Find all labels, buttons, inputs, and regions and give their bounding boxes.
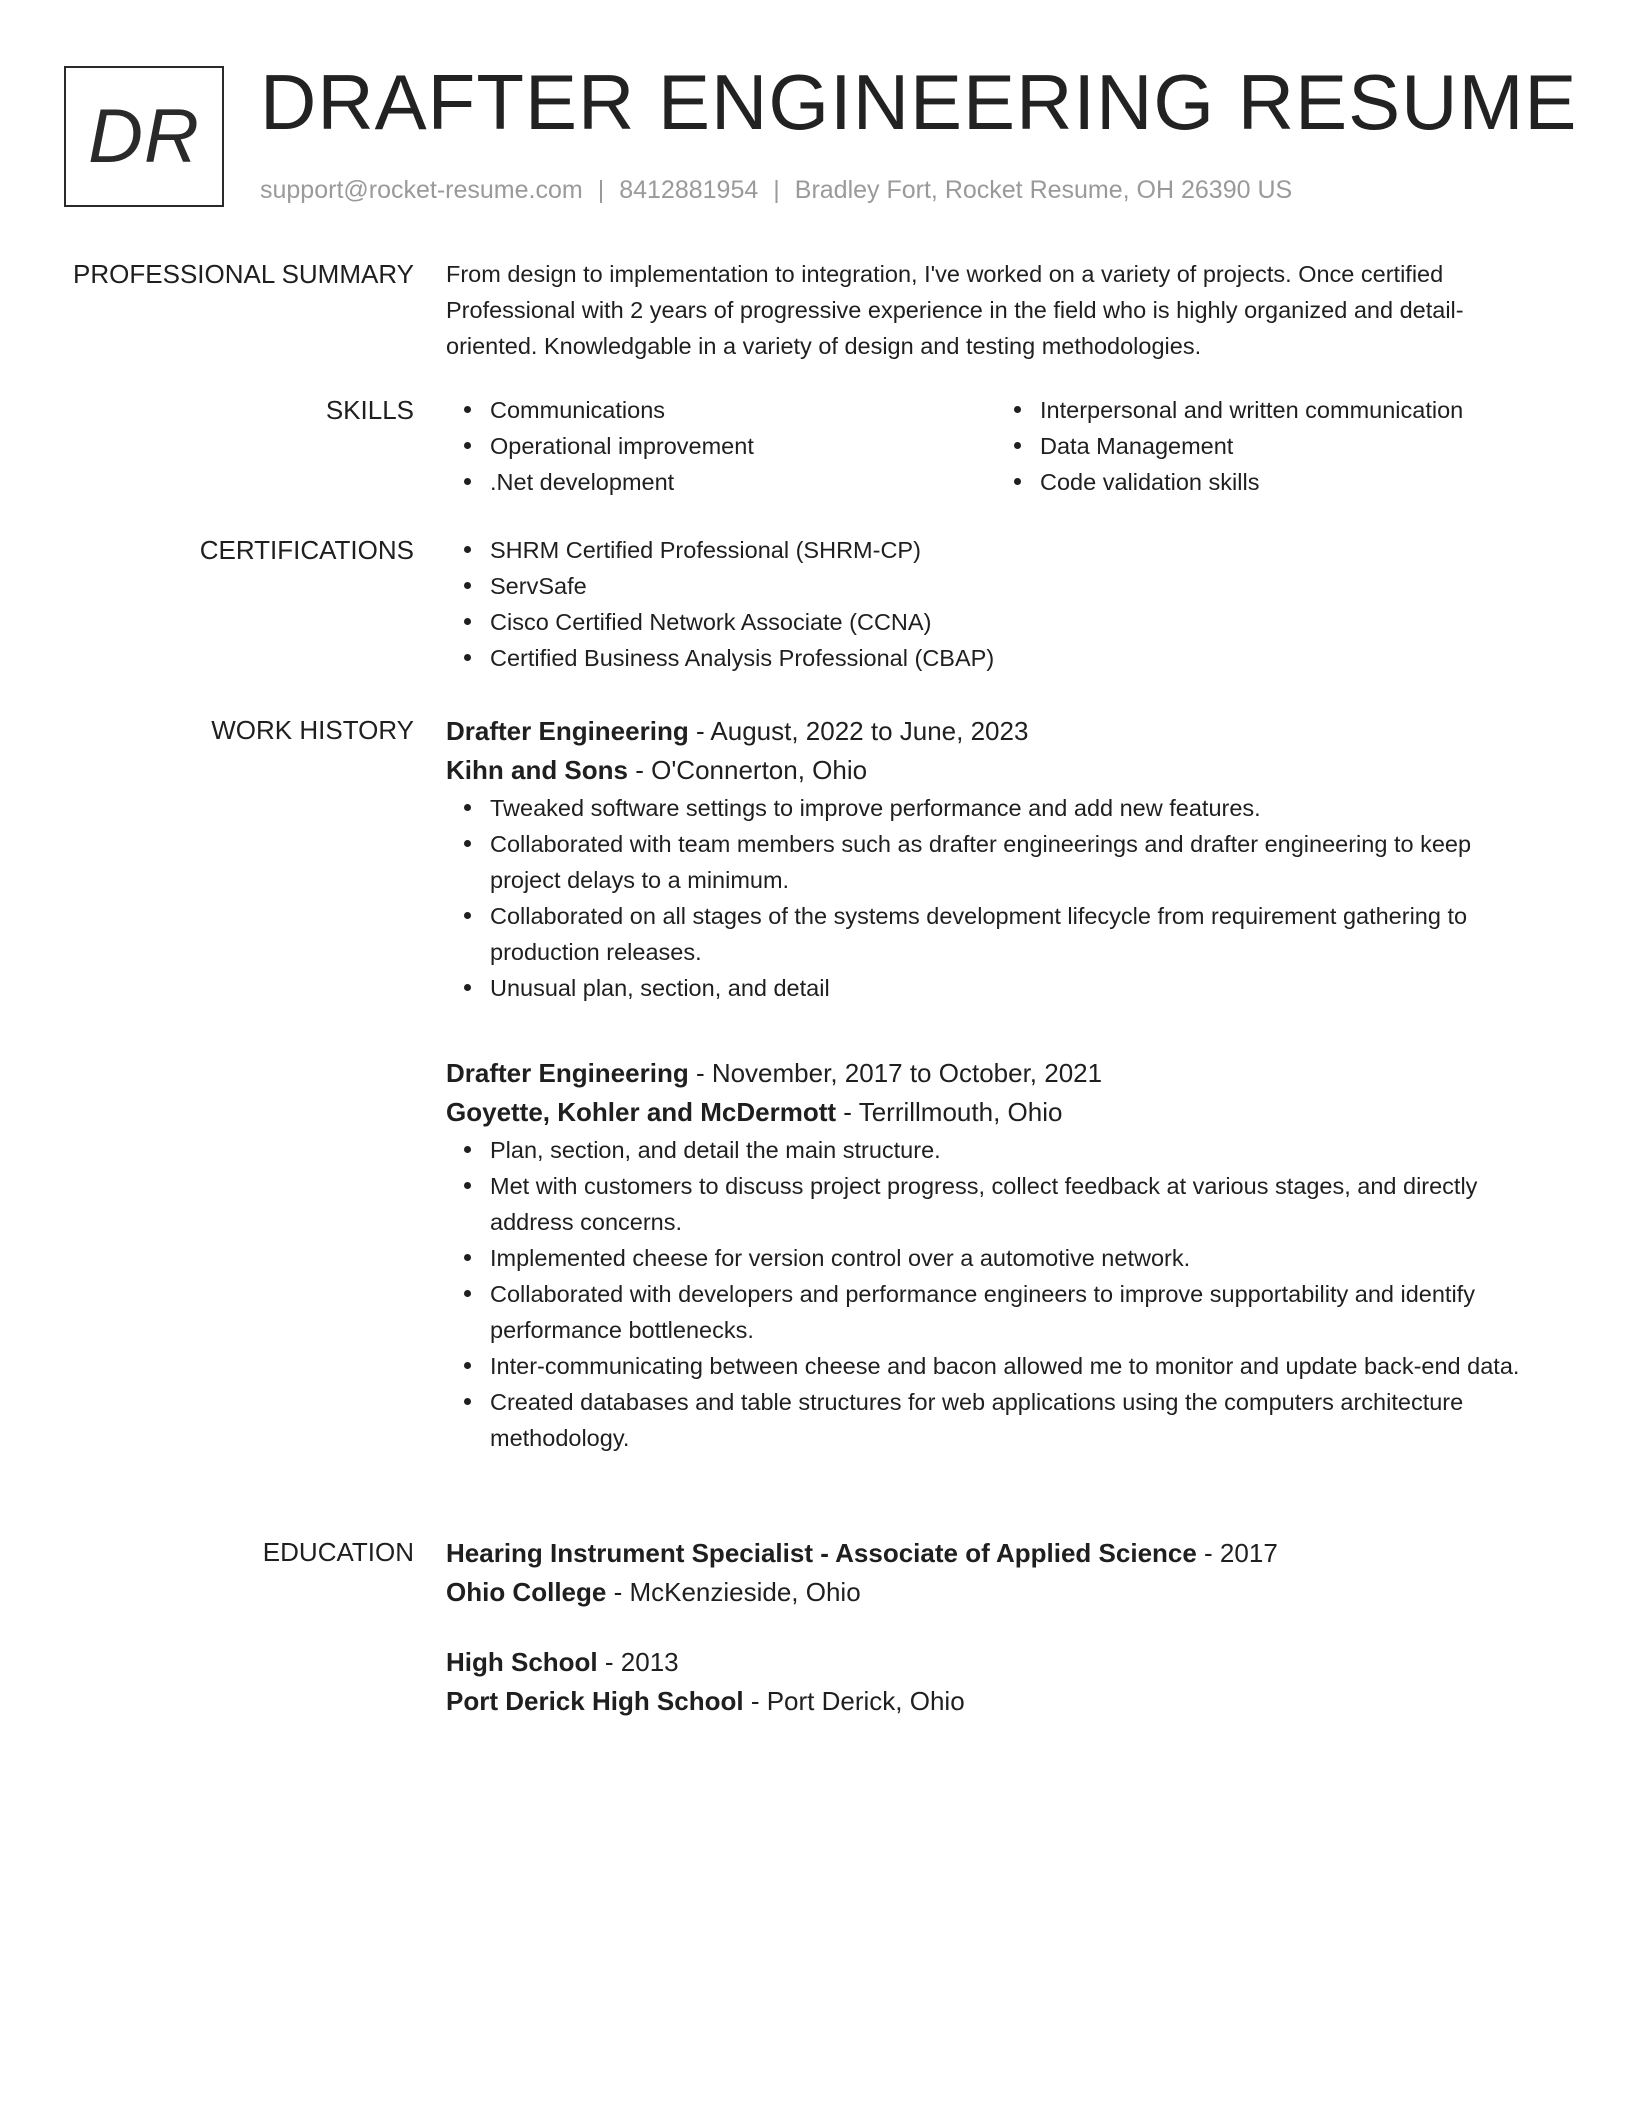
job-duty: Inter-communicating between cheese and bacon allowed me to monitor and update back-end data.	[490, 1348, 1546, 1384]
contact-line	[260, 174, 1292, 206]
skills-columns	[446, 392, 1546, 500]
job-duty: Tweaked software settings to improve performance and add new features.	[490, 790, 1546, 826]
summary-text	[446, 256, 1546, 364]
education-entry	[446, 1534, 1546, 1612]
contact-email[interactable]: support@rocket-resume.com	[260, 176, 583, 204]
school-line	[446, 1681, 1546, 1721]
certification-item: Cisco Certified Network Associate (CCNA)	[490, 604, 1546, 640]
section-label-summary: PROFESSIONAL SUMMARY	[73, 259, 414, 289]
degree-name: Hearing Instrument Specialist - Associate of Applied Science	[446, 1538, 1197, 1568]
section-label-certifications: CERTIFICATIONS	[199, 535, 414, 565]
job-duty: Implemented cheese for version control over a automotive network.	[490, 1240, 1546, 1276]
school-line	[446, 1572, 1546, 1612]
contact-address: Bradley Fort, Rocket Resume, OH 26390 US	[794, 176, 1293, 204]
degree-line	[446, 1534, 1546, 1572]
summary-line: oriented. Knowledgable in a variety of design and testing methodologies.	[446, 333, 1202, 359]
degree-line	[446, 1643, 1546, 1681]
job-entry	[446, 712, 1546, 1006]
skill-item: .Net development	[490, 464, 996, 500]
job-duty: Met with customers to discuss project progress, collect feedback at various stages, and directly address concerns.	[490, 1168, 1546, 1240]
education-entry	[446, 1643, 1546, 1721]
certification-item: ServSafe	[490, 568, 1546, 604]
job-location: - Terrillmouth, Ohio	[836, 1097, 1063, 1127]
contact-separator: |	[773, 176, 780, 204]
job-title-line	[446, 712, 1546, 750]
skills-list-left	[446, 392, 996, 500]
certifications-content	[446, 532, 1546, 676]
skills-list-right	[996, 392, 1546, 500]
job-title: Drafter Engineering	[446, 1058, 689, 1088]
school-location: - Port Derick, Ohio	[743, 1686, 965, 1716]
monogram-badge: DR	[64, 66, 224, 207]
degree-year: - 2017	[1196, 1538, 1278, 1568]
school-name: Ohio College	[446, 1577, 607, 1607]
job-duties-list	[446, 790, 1546, 1006]
job-duty: Collaborated with developers and performance engineers to improve supportability and identify performance bottlenecks.	[490, 1276, 1546, 1348]
job-duty: Collaborated on all stages of the systems development lifecycle from requirement gathering to production releases.	[490, 898, 1546, 970]
job-title: Drafter Engineering	[446, 716, 689, 746]
certification-item: SHRM Certified Professional (SHRM-CP)	[490, 532, 1546, 568]
job-company-line	[446, 750, 1546, 790]
degree-year: - 2013	[597, 1647, 679, 1677]
job-title-line	[446, 1054, 1546, 1092]
skill-item: Interpersonal and written communication	[1040, 392, 1546, 428]
job-location: - O'Connerton, Ohio	[628, 755, 868, 785]
job-company-line	[446, 1092, 1546, 1132]
job-entry	[446, 1054, 1546, 1456]
skill-item: Code validation skills	[1040, 464, 1546, 500]
summary-line: Professional with 2 years of progressive experience in the field who is highly organized and detail-	[446, 297, 1464, 323]
certifications-list	[446, 532, 1546, 676]
section-label-work-history: WORK HISTORY	[211, 715, 414, 745]
job-dates: - August, 2022 to June, 2023	[688, 716, 1029, 746]
section-label-education: EDUCATION	[262, 1537, 414, 1567]
skill-item: Operational improvement	[490, 428, 996, 464]
job-duty: Unusual plan, section, and detail	[490, 970, 1546, 1006]
job-company: Kihn and Sons	[446, 755, 628, 785]
job-duty: Collaborated with team members such as drafter engineerings and drafter engineering to keep project delays to a minimum.	[490, 826, 1546, 898]
job-duty: Created databases and table structures for web applications using the computers architecture methodology.	[490, 1384, 1546, 1456]
job-dates: - November, 2017 to October, 2021	[688, 1058, 1103, 1088]
school-name: Port Derick High School	[446, 1686, 744, 1716]
skill-item: Data Management	[1040, 428, 1546, 464]
job-duty: Plan, section, and detail the main structure.	[490, 1132, 1546, 1168]
summary-line: From design to implementation to integration, I've worked on a variety of projects. Once certified	[446, 261, 1444, 287]
degree-name: High School	[446, 1647, 598, 1677]
certification-item: Certified Business Analysis Professional (CBAP)	[490, 640, 1546, 676]
section-label-skills: SKILLS	[325, 395, 414, 425]
job-company: Goyette, Kohler and McDermott	[446, 1097, 837, 1127]
school-location: - McKenzieside, Ohio	[606, 1577, 861, 1607]
page-title: DRAFTER ENGINEERING RESUME	[260, 58, 1578, 146]
job-duties-list	[446, 1132, 1546, 1456]
contact-separator: |	[597, 176, 605, 204]
contact-phone[interactable]: 8412881954	[619, 176, 759, 204]
skill-item: Communications	[490, 392, 996, 428]
